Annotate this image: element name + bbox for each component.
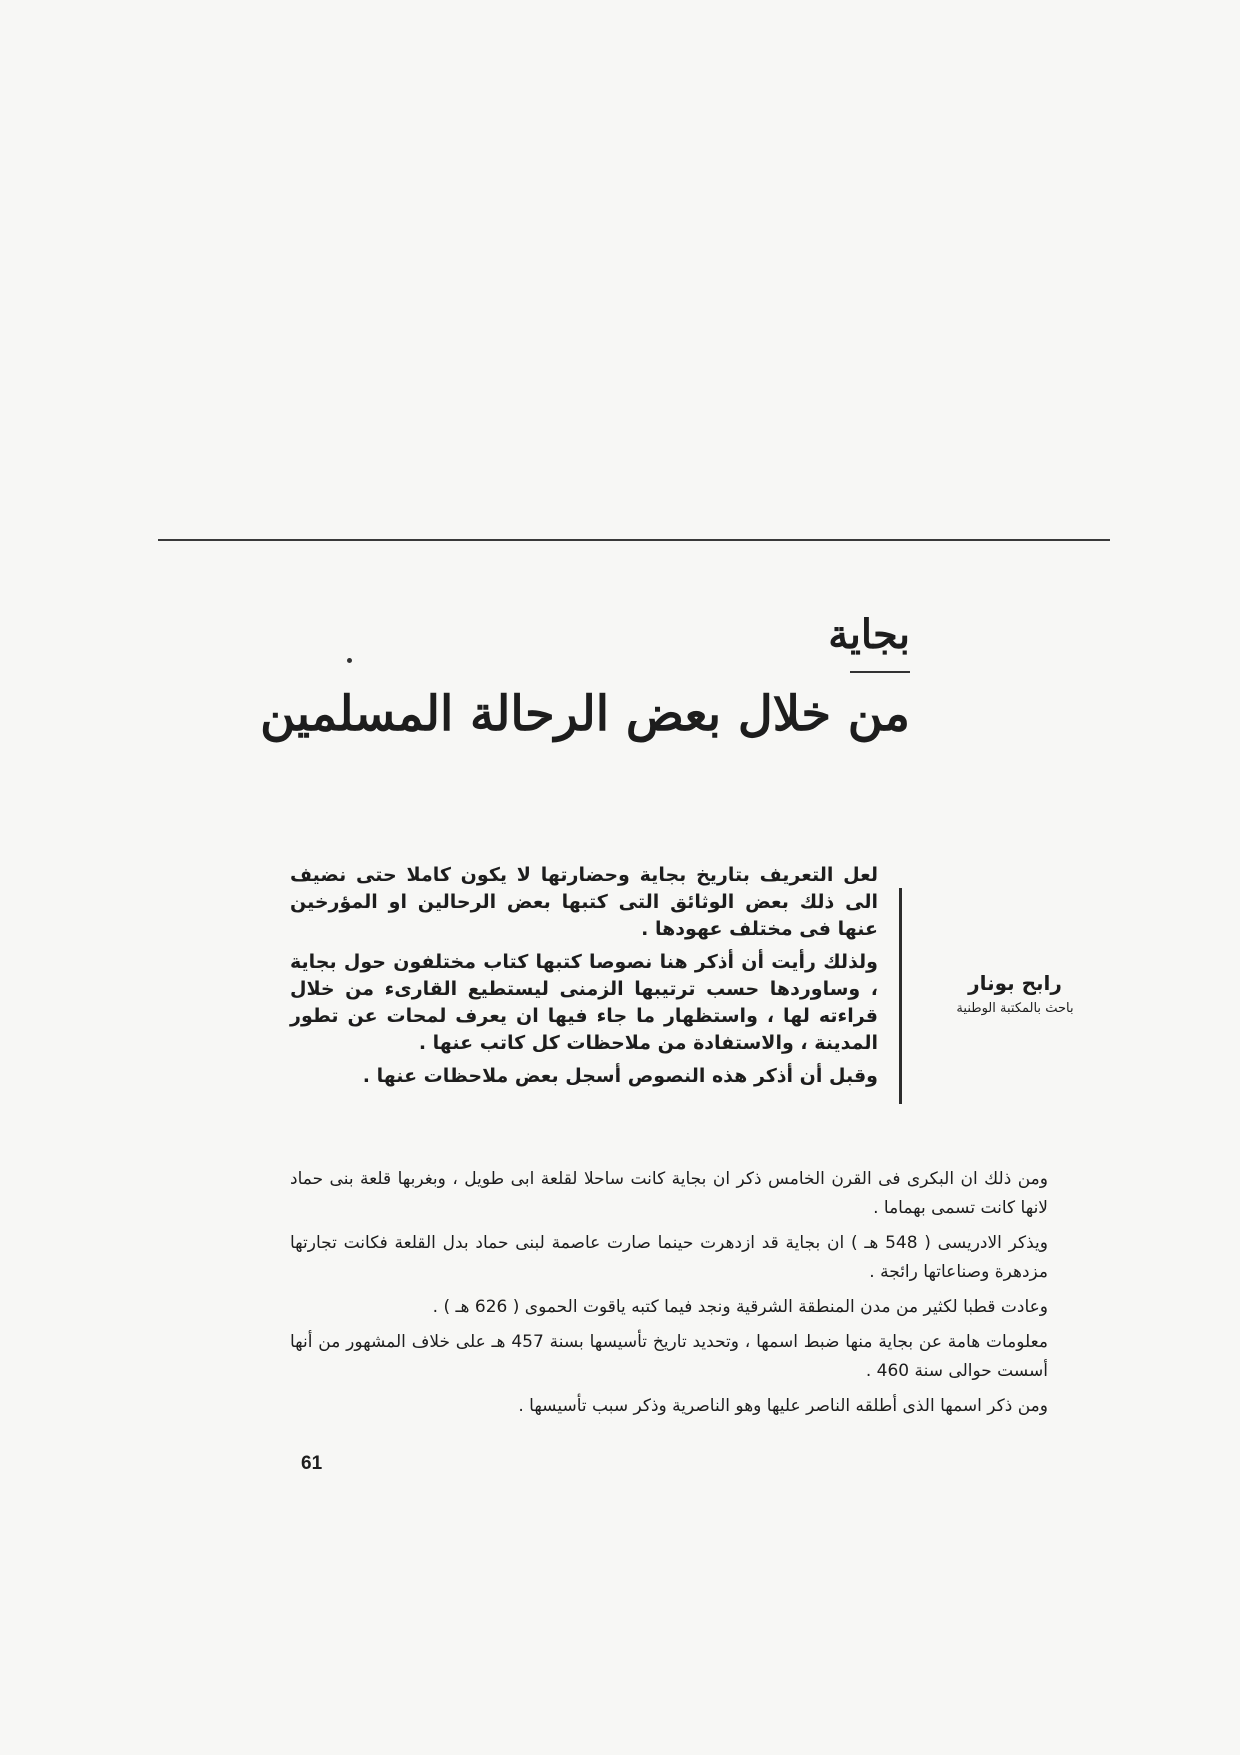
author-role: باحث بالمكتبة الوطنية [956, 1001, 1074, 1016]
author-block [930, 968, 1100, 1020]
intro-paragraph: لعل التعريف بتاريخ بجاية وحضارتها لا يكون كاملا حتى نضيف الى ذلك بعض الوثائق التى كتبها بعض الرحالين او المؤرخين عنها فى مختلف عهودها . [290, 864, 878, 940]
body-paragraph: ومن ذكر اسمها الذى أطلقه الناصر عليها وهو الناصرية وذكر سبب تأسيسها . [518, 1396, 1048, 1416]
body-paragraph: وعادت قطبا لكثير من مدن المنطقة الشرقية ونجد فيما كتبه ياقوت الحموى ( 626 هـ ) . [432, 1297, 1048, 1317]
body-paragraph: ومن ذلك ان البكرى فى القرن الخامس ذكر ان بجاية كانت ساحلا لقلعة ابى طويل ، وبغربها قلعة بنى حماد لانها كانت تسمى بهماما . [290, 1169, 1048, 1218]
intro-abstract [290, 862, 878, 1096]
header-rule [158, 539, 1110, 541]
body-text [290, 1165, 1048, 1427]
page-number: 61 [301, 1453, 323, 1474]
article-title [260, 605, 910, 755]
author-name: رابح بونار [968, 971, 1062, 995]
title-line-1: بجاية [828, 611, 910, 658]
title-line-2: من خلال بعض الرحالة المسلمين [260, 686, 910, 742]
title-underline [850, 671, 910, 673]
body-paragraph: معلومات هامة عن بجاية منها ضبط اسمها ، وتحديد تاريخ تأسيسها بسنة 457 هـ على خلاف المشهور من أنها أسست حوالى سنة 460 . [290, 1332, 1048, 1381]
intro-paragraph: ولذلك رأيت أن أذكر هنا نصوصا كتبها كتاب مختلفون حول بجاية ، وساوردها حسب ترتيبها الزمنى ليستطيع القارىء من خلال قراءته لها ، واستظهار ما جاء فيها ان يعرف لمحات عن تطور المدينة ، والاستفادة من ملاحظات كل كاتب عنها . [290, 951, 878, 1054]
vertical-divider [899, 888, 902, 1104]
stray-dot [347, 658, 352, 663]
intro-paragraph: وقبل أن أذكر هذه النصوص أسجل بعض ملاحظات عنها . [362, 1065, 878, 1087]
body-paragraph: ويذكر الادريسى ( 548 هـ ) ان بجاية قد ازدهرت حينما صارت عاصمة لبنى حماد بدل القلعة فكانت تجارتها مزدهرة وصناعاتها رائجة . [290, 1233, 1048, 1282]
